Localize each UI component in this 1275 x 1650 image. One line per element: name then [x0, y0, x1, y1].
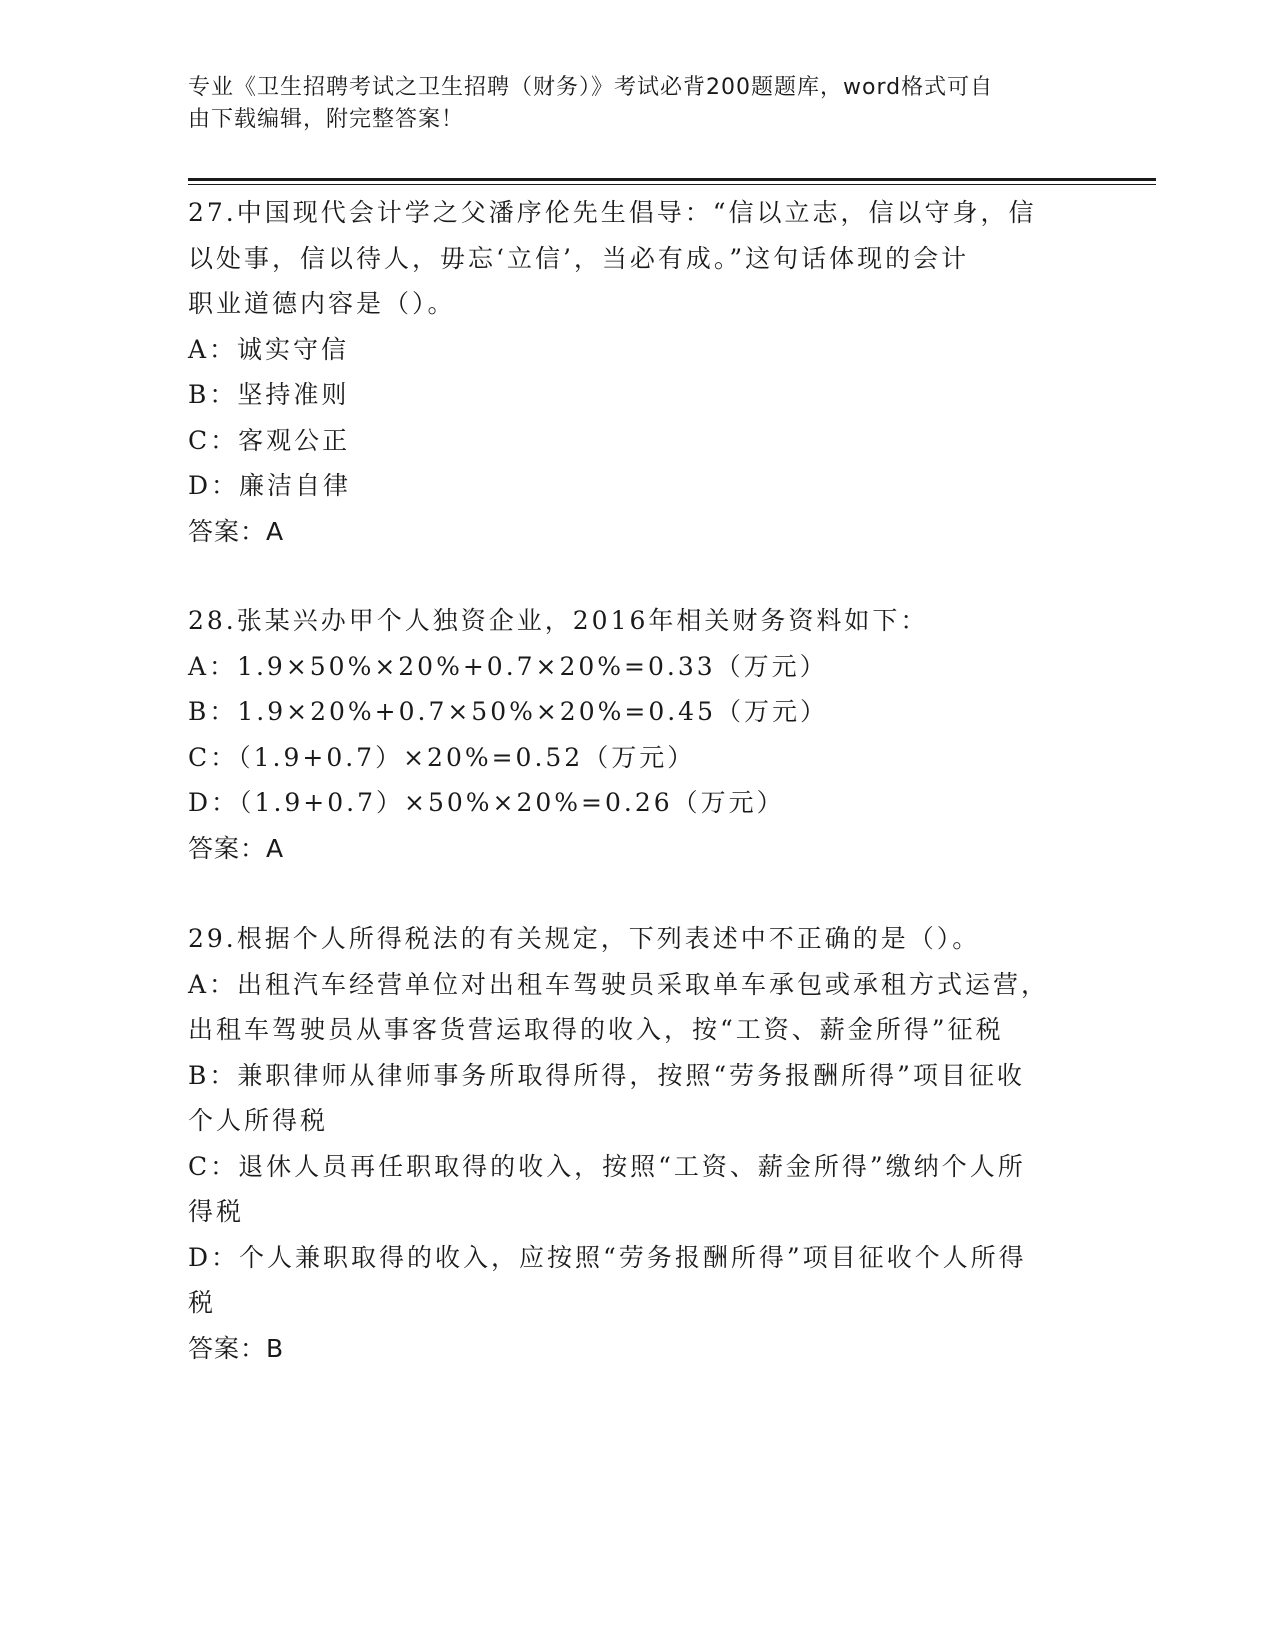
question-stem-line: 29.根据个人所得税法的有关规定，下列表述中不正确的是（）。 [188, 924, 981, 953]
header-line: 专业《卫生招聘考试之卫生招聘（财务）》考试必背200题题库，word格式可自 [188, 75, 994, 100]
question-27 [188, 190, 1088, 554]
option-c-line: C：退休人员再任职取得的收入，按照“工资、薪金所得”缴纳个人所 [188, 1151, 1026, 1181]
question-stem-line: 职业道德内容是（）。 [188, 289, 456, 318]
answer-line: 答案：A [188, 833, 285, 863]
question-stem-line: 27.中国现代会计学之父潘序伦先生倡导：“信以立志，信以守身，信 [188, 198, 1037, 227]
option-d-line: 税 [188, 1288, 217, 1317]
answer-line: 答案：A [188, 516, 285, 546]
option-d: D：廉洁自律 [188, 471, 352, 500]
question-29 [188, 916, 1088, 1371]
document-header [188, 72, 1068, 136]
header-divider-thick [188, 178, 1156, 181]
option-a-line: 出租车驾驶员从事客货营运取得的收入，按“工资、薪金所得”征税 [188, 1015, 1004, 1044]
option-c: C：（1.9+0.7）×20%=0.52（万元） [188, 742, 696, 772]
option-b-line: B：兼职律师从律师事务所取得所得，按照“劳务报酬所得”项目征收 [188, 1060, 1025, 1090]
option-d: D：（1.9+0.7）×50%×20%=0.26（万元） [188, 788, 785, 817]
option-d-line: D：个人兼职取得的收入，应按照“劳务报酬所得”项目征收个人所得 [188, 1242, 1027, 1272]
question-stem-line: 以处事，信以待人，毋忘‘立信’，当必有成。”这句话体现的会计 [188, 243, 970, 273]
question-28 [188, 598, 1088, 871]
option-c-line: 得税 [188, 1197, 245, 1226]
option-b: B：1.9×20%+0.7×50%×20%=0.45（万元） [188, 697, 828, 726]
option-a: A：1.9×50%×20%+0.7×20%=0.33（万元） [188, 651, 828, 681]
option-a: A：诚实守信 [188, 334, 350, 364]
header-line: 由下载编辑，附完整答案！ [188, 107, 465, 132]
option-b: B：坚持准则 [188, 380, 350, 409]
question-stem-line: 28.张某兴办甲个人独资企业，2016年相关财务资料如下： [188, 606, 929, 635]
answer-line: 答案：B [188, 1333, 285, 1363]
option-c: C：客观公正 [188, 425, 351, 455]
header-divider-thin [188, 184, 1156, 185]
option-b-line: 个人所得税 [188, 1106, 329, 1135]
option-a-line: A：出租汽车经营单位对出租车驾驶员采取单车承包或承租方式运营， [188, 969, 1050, 999]
